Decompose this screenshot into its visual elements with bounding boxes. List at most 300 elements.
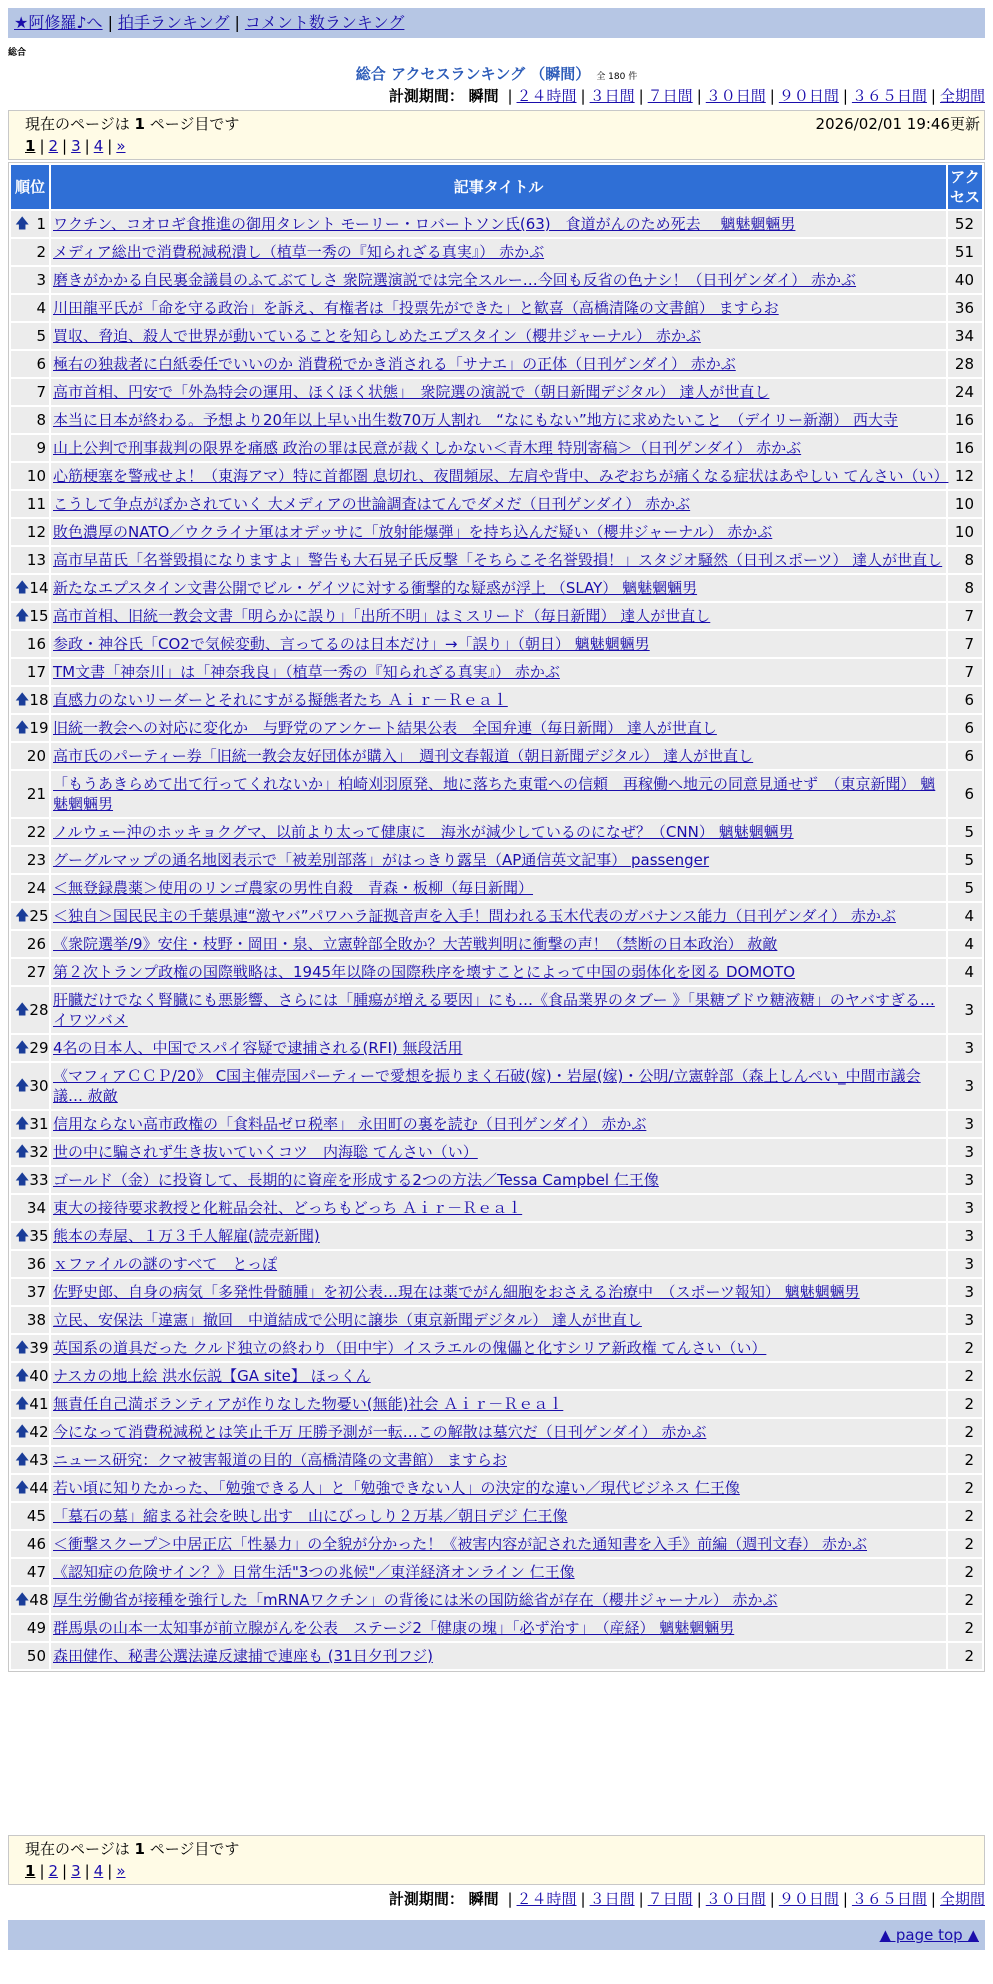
rank-number: 16 [26, 635, 46, 653]
rank-number: 9 [36, 439, 46, 457]
rank-number: 33 [29, 1171, 49, 1189]
rank-number: 42 [29, 1423, 49, 1441]
pager-status [25, 113, 980, 135]
access-count: 3 [948, 1223, 982, 1249]
table-row [11, 1035, 982, 1061]
article-link[interactable]: 世の中に騙されず生き抜いていくコツ 内海聡 てんさい（い） [53, 1143, 478, 1161]
rank-cell [11, 1139, 49, 1165]
page-link-2[interactable]: 2 [48, 137, 59, 155]
rank-up-arrow-icon: 🡅 [15, 692, 30, 708]
period-selector-bottom [389, 1889, 985, 1909]
access-count: 40 [948, 267, 982, 293]
page-separator: | [107, 137, 113, 155]
title-cell [51, 1447, 946, 1473]
page-separator: | [84, 137, 90, 155]
article-link[interactable]: ＜無登録農薬＞使用のリンゴ農家の男性自殺 青森・板柳（毎日新聞） [53, 879, 534, 897]
rank-number: 50 [26, 1647, 46, 1665]
rank-number: 12 [26, 523, 46, 541]
page-link-4[interactable]: 4 [93, 137, 104, 155]
article-link[interactable]: 《マフィアＣＣＰ/20》 C国主催売国パーティーで愛想を振りまく石破(嫁)・岩屋(嫁)・公明/立憲幹部（森上しんぺい_中間市議会議… 赦敵 [53, 1067, 921, 1105]
rank-cell [11, 267, 49, 293]
table-row [11, 603, 982, 629]
rank-number: 28 [29, 1001, 49, 1019]
article-link[interactable]: 心筋梗塞を警戒せよ！（東海アマ）特に首都圏 息切れ、夜間頻尿、左肩や背中、みぞおちが痛くなる症状はあやしい てんさい（い） [53, 467, 949, 485]
clap-ranking-link[interactable]: 拍手ランキング [117, 13, 230, 32]
period-selector-top [389, 86, 985, 106]
access-count: 24 [948, 379, 982, 405]
table-row [11, 1531, 982, 1557]
title-cell [51, 519, 946, 545]
table-row [11, 1419, 982, 1445]
rank-cell [11, 1035, 49, 1061]
rank-number: 2 [36, 243, 46, 261]
rank-cell [11, 295, 49, 321]
rank-number: 10 [26, 467, 46, 485]
rank-cell [11, 931, 49, 957]
title-cell [51, 743, 946, 769]
table-row [11, 771, 982, 817]
access-count: 8 [948, 575, 982, 601]
article-link[interactable]: 肝臓だけでなく腎臓にも悪影響、さらには「腫瘍が増える要因」にも…《食品業界のタブー 》「果糖ブドウ糖液糖」のヤバすぎる… イワツバメ [53, 991, 935, 1029]
rank-number: 32 [29, 1143, 49, 1161]
access-count: 2 [948, 1447, 982, 1473]
article-link[interactable]: 立民、安保法「違憲」撤回 中道結成で公明に譲歩（東京新聞デジタル） 達人が世直し [53, 1311, 642, 1329]
rank-up-arrow-icon: 🡅 [15, 1592, 30, 1608]
page-title: 総合 アクセスランキング （瞬間） [355, 65, 591, 83]
period-link-2[interactable]: ７日間 [647, 87, 693, 105]
article-link[interactable]: 信用ならない高市政権の「食料品ゼロ税率」 永田町の裏を読む（日刊ゲンダイ） 赤かぶ [53, 1115, 647, 1133]
rank-number: 11 [26, 495, 46, 513]
table-row [11, 1447, 982, 1473]
access-count: 2 [948, 1475, 982, 1501]
access-count: 28 [948, 351, 982, 377]
article-link[interactable]: ノルウェー沖のホッキョクグマ、以前より太って健康に 海氷が減少しているのになぜ？（CNN） 魑魅魍魎男 [53, 823, 794, 841]
period-link-2[interactable]: ７日間 [647, 1890, 693, 1908]
article-link[interactable]: 買収、脅迫、殺人で世界が動いていることを知らしめたエプスタイン（櫻井ジャーナル） 赤かぶ [53, 327, 701, 345]
period-link-1[interactable]: ３日間 [589, 1890, 635, 1908]
article-link[interactable]: 山上公判で刑事裁判の限界を痛感 政治の罪は民意が裁くしかない＜青木理 特別寄稿＞（日刊ゲンダイ） 赤かぶ [53, 439, 802, 457]
article-link[interactable]: 群馬県の山本一太知事が前立腺がんを公表 ステージ2「健康の塊」「必ず治す」 （産経） 魑魅魍魎男 [53, 1619, 735, 1637]
table-row [11, 715, 982, 741]
table-row [11, 519, 982, 545]
rank-number: 23 [26, 851, 46, 869]
rank-up-arrow-icon: 🡅 [15, 1228, 30, 1244]
article-link[interactable]: 《衆院選挙/9》安住・枝野・岡田・泉、立憲幹部全敗か？大苦戦判明に衝撃の声！（禁断の日本政治） 赦敵 [53, 935, 778, 953]
rank-up-arrow-icon: 🡅 [15, 908, 30, 924]
table-row [11, 295, 982, 321]
title-cell [51, 1391, 946, 1417]
rank-number: 30 [29, 1077, 49, 1095]
article-link[interactable]: 厚生労働省が接種を強行した「mRNAワクチン」の背後には米の国防総省が存在（櫻井ジャーナル） 赤かぶ [53, 1591, 778, 1609]
article-link[interactable]: 森田健作、秘書公選法違反逮捕で連座も (31日夕刊フジ) [53, 1647, 433, 1665]
pager-suffix: ページ目です [149, 1840, 240, 1858]
rank-number: 24 [26, 879, 46, 897]
pager-status [25, 1838, 968, 1860]
rank-cell [11, 1279, 49, 1305]
page-separator: | [84, 1862, 90, 1880]
title-cell [51, 1035, 946, 1061]
page-current: 1 [25, 1862, 36, 1880]
article-link[interactable]: ワクチン、コオロギ食推進の御用タレント モーリー・ロバートソン氏(63) 食道がんのため死去 魑魅魍魎男 [53, 215, 796, 233]
access-count: 2 [948, 1643, 982, 1669]
table-row [11, 351, 982, 377]
table-row [11, 1363, 982, 1389]
article-link[interactable]: 英国系の道具だった クルド独立の終わり（田中宇）イスラエルの傀儡と化すシリア新政権 てんさい（い） [53, 1339, 767, 1357]
title-cell [51, 659, 946, 685]
rank-cell [11, 575, 49, 601]
rank-number: 46 [26, 1535, 46, 1553]
table-row [11, 435, 982, 461]
table-row [11, 659, 982, 685]
article-link[interactable]: 無責任自己満ボランティアが作りなした物憂い(無能)社会 Ａｉｒ－Ｒｅａｌ [53, 1395, 564, 1413]
table-row [11, 491, 982, 517]
table-row [11, 575, 982, 601]
rank-number: 22 [26, 823, 46, 841]
period-current: 瞬間 [468, 1890, 499, 1908]
rank-up-arrow-icon: 🡅 [15, 1116, 30, 1132]
access-count: 3 [948, 1167, 982, 1193]
title-cell [51, 875, 946, 901]
page-links [25, 135, 968, 157]
rank-cell [11, 819, 49, 845]
table-row [11, 1615, 982, 1641]
period-separator: | [930, 87, 936, 105]
table-row [11, 847, 982, 873]
article-link[interactable]: 高市首相、旧統一教会文書「明らかに誤り」「出所不明」はミスリード（毎日新聞） 達人が世直し [53, 607, 711, 625]
rank-cell [11, 987, 49, 1033]
rank-up-arrow-icon: 🡅 [15, 1340, 30, 1356]
article-link[interactable]: 若い頃に知りたかった、「勉強できる人」と「勉強できない人」の決定的な違い／現代ビジネス 仁王像 [53, 1479, 740, 1497]
title-cell [51, 1419, 946, 1445]
title-cell [51, 1111, 946, 1137]
ranking-heading [0, 63, 993, 84]
article-link[interactable]: メディア総出で消費税減税潰し（植草一秀の『知られざる真実』） 赤かぶ [53, 243, 545, 261]
page-top-link[interactable]: ▲ page top ▲ [879, 1926, 979, 1944]
access-count: 12 [948, 463, 982, 489]
access-count: 6 [948, 743, 982, 769]
title-cell [51, 1139, 946, 1165]
article-link[interactable]: こうして争点がぼかされていく 大メディアの世論調査はてんでダメだ（日刊ゲンダイ） 赤かぶ [53, 495, 691, 513]
access-count: 36 [948, 295, 982, 321]
period-link-3[interactable]: ３０日間 [705, 1890, 766, 1908]
period-separator: | [696, 1890, 702, 1908]
rank-number: 36 [26, 1255, 46, 1273]
table-row [11, 1063, 982, 1109]
table-row [11, 323, 982, 349]
rank-cell [11, 379, 49, 405]
article-link[interactable]: 直感力のないリーダーとそれにすがる擬態者たち Ａｉｒ－Ｒｅａｌ [53, 691, 508, 709]
article-link[interactable]: 熊本の寿屋、１万３千人解雇(読売新聞) [53, 1227, 320, 1245]
period-link-5[interactable]: ３６５日間 [851, 1890, 927, 1908]
rank-number: 13 [26, 551, 46, 569]
rank-up-arrow-icon: 🡅 [15, 1452, 30, 1468]
rank-cell [11, 323, 49, 349]
article-link[interactable]: 磨きがかかる自民裏金議員のふてぶてしさ 衆院選演説では完全スルー…今回も反省の色ナシ！（日刊ゲンダイ） 赤かぶ [53, 271, 857, 289]
period-separator: | [580, 1890, 586, 1908]
rank-number: 18 [29, 691, 49, 709]
table-row [11, 407, 982, 433]
article-link[interactable]: ｘファイルの謎のすべて とっぽ [53, 1255, 278, 1273]
period-link-6[interactable]: 全期間 [939, 87, 985, 105]
period-link-3[interactable]: ３０日間 [705, 87, 766, 105]
access-count: 2 [948, 1363, 982, 1389]
article-link[interactable]: 本当に日本が終わる。予想より20年以上早い出生数70万人割れ “なにもない”地方に求めたいこと （デイリー新潮） 西大寺 [53, 411, 898, 429]
page-link-3[interactable]: 3 [71, 1862, 81, 1880]
article-link[interactable]: 「もうあきらめて出て行ってくれないか」柏崎刈羽原発、地に落ちた東電への信頼 再稼働へ地元の同意見通せず （東京新聞） 魑魅魍魎男 [53, 775, 936, 813]
title-cell [51, 1307, 946, 1333]
pager-page-number: 1 [134, 1840, 145, 1858]
article-link[interactable]: 新たなエプスタイン文書公開でビル・ゲイツに対する衝撃的な疑惑が浮上 （SLAY） 魑魅魍魎男 [53, 579, 698, 597]
rank-up-arrow-icon: 🡅 [15, 1040, 30, 1056]
table-row [11, 987, 982, 1033]
ranking-rows [11, 211, 982, 1669]
rank-up-arrow-icon: 🡅 [15, 1002, 30, 1018]
page-next-link[interactable]: » [116, 137, 126, 155]
rank-cell [11, 1559, 49, 1585]
article-link[interactable]: 今になって消費税減税とは笑止千万 圧勝予測が一転…この解散は墓穴だ（日刊ゲンダイ） 赤かぶ [53, 1423, 707, 1441]
rank-number: 43 [29, 1451, 49, 1469]
page-link-3[interactable]: 3 [71, 137, 81, 155]
table-header-row [11, 165, 982, 209]
rank-number: 27 [26, 963, 46, 981]
rank-number: 5 [36, 327, 46, 345]
period-link-5[interactable]: ３６５日間 [851, 87, 927, 105]
rank-cell [11, 1587, 49, 1613]
title-cell [51, 1279, 946, 1305]
page-next-link[interactable]: » [116, 1862, 126, 1880]
article-link[interactable]: TM文書「神奈川」は「神奈我良」（植草一秀の『知られざる真実』） 赤かぶ [53, 663, 560, 681]
pager-prefix: 現在のページは [25, 1840, 130, 1858]
access-count: 5 [948, 819, 982, 845]
article-link[interactable]: 「墓石の墓」縮まる社会を映し出す 山にびっしり２万基／朝日デジ 仁王像 [53, 1507, 568, 1525]
rank-cell [11, 547, 49, 573]
rank-cell [11, 1615, 49, 1641]
access-count: 2 [948, 1587, 982, 1613]
table-row [11, 463, 982, 489]
rank-cell [11, 903, 49, 929]
table-row [11, 1167, 982, 1193]
rank-number: 1 [36, 215, 46, 233]
title-cell [51, 1643, 946, 1669]
access-count: 4 [948, 931, 982, 957]
access-count: 3 [948, 1251, 982, 1277]
title-cell [51, 323, 946, 349]
access-count: 51 [948, 239, 982, 265]
table-row [11, 1503, 982, 1529]
article-link[interactable]: 高市早苗氏「名誉毀損になりますよ」警告も大石晃子氏反撃「そちらこそ名誉毀損！」スタジオ騒然（日刊スポーツ） 達人が世直し [53, 551, 943, 569]
page-links [25, 1860, 968, 1882]
article-link[interactable]: 川田龍平氏が「命を守る政治」を訴え、有権者は「投票先ができた」と歓喜（高橋清隆の文書館） ますらお [53, 299, 779, 317]
access-count: 16 [948, 435, 982, 461]
rank-number: 48 [29, 1591, 49, 1609]
article-link[interactable]: 《認知症の危険サイン？》日常生活"3つの兆候"／東洋経済オンライン 仁王像 [53, 1563, 575, 1581]
period-separator: | [769, 1890, 775, 1908]
period-link-1[interactable]: ３日間 [589, 87, 635, 105]
article-link[interactable]: ナスカの地上絵 洪水伝説【GA site】 ほっくん [53, 1367, 371, 1385]
rank-number: 19 [29, 719, 49, 737]
nav-separator: | [234, 13, 240, 32]
period-separator: | [769, 87, 775, 105]
rank-number: 31 [29, 1115, 49, 1133]
article-link[interactable]: ニュース研究：クマ被害報道の目的（高橋清隆の文書館） ますらお [53, 1451, 508, 1469]
title-cell [51, 379, 946, 405]
table-row [11, 1643, 982, 1669]
period-links [503, 1890, 985, 1908]
access-count: 5 [948, 875, 982, 901]
title-cell [51, 715, 946, 741]
period-label: 計測期間： [388, 1890, 464, 1908]
article-link[interactable]: ゴールド（金）に投資して、長期的に資産を形成する2つの方法／Tessa Campbel 仁王像 [53, 1171, 659, 1189]
rank-number: 39 [29, 1339, 49, 1357]
period-link-6[interactable]: 全期間 [939, 1890, 985, 1908]
access-count: 4 [948, 959, 982, 985]
period-link-0[interactable]: ２４時間 [516, 1890, 577, 1908]
title-cell [51, 903, 946, 929]
rank-number: 7 [36, 383, 46, 401]
article-link[interactable]: ＜独自＞国民民主の千葉県連“激ヤバ”パワハラ証拠音声を入手！問われる玉木代表のガバナンス能力（日刊ゲンダイ） 赤かぶ [53, 907, 896, 925]
rank-cell [11, 1391, 49, 1417]
title-cell [51, 239, 946, 265]
period-link-0[interactable]: ２４時間 [516, 87, 577, 105]
access-count: 8 [948, 547, 982, 573]
period-link-4[interactable]: ９０日間 [778, 87, 839, 105]
rank-up-arrow-icon: 🡅 [15, 1368, 30, 1384]
rank-number: 35 [29, 1227, 49, 1245]
rank-cell [11, 239, 49, 265]
rank-number: 4 [36, 299, 46, 317]
rank-cell [11, 435, 49, 461]
rank-number: 37 [26, 1283, 46, 1301]
comment-ranking-link[interactable]: コメント数ランキング [244, 13, 405, 32]
article-link[interactable]: グーグルマップの通名地図表示で「被差別部落」がはっきり露呈（AP通信英文記事） passenger [53, 851, 710, 869]
article-link[interactable]: 佐野史郎、自身の病気「多発性骨髄腫」を初公表…現在は薬でがん細胞をおさえる治療中 （スポーツ報知） 魑魅魍魎男 [53, 1283, 860, 1301]
table-row [11, 1307, 982, 1333]
title-cell [51, 603, 946, 629]
rank-cell [11, 1223, 49, 1249]
rank-cell [11, 847, 49, 873]
pager-page-number: 1 [134, 115, 145, 133]
rank-number: 34 [26, 1199, 46, 1217]
rank-cell [11, 1531, 49, 1557]
table-row [11, 959, 982, 985]
table-row [11, 903, 982, 929]
title-cell [51, 575, 946, 601]
ranking-table [8, 162, 985, 1672]
title-cell [51, 463, 949, 489]
article-link[interactable]: 参政・神谷氏「CO2で気候変動、言ってるのは日本だけ」→「誤り」（朝日） 魑魅魍魎男 [53, 635, 650, 653]
article-link[interactable]: 東大の接待要求教授と化粧品会社、どっちもどっち Ａｉｒ－Ｒｅａｌ [53, 1199, 523, 1217]
article-link[interactable]: 高市氏のパーティー券「旧統一教会友好団体が購入」 週刊文春報道（朝日新聞デジタル） 達人が世直し [53, 747, 754, 765]
home-link[interactable]: ★阿修羅♪へ [14, 13, 103, 32]
rank-number: 25 [29, 907, 49, 925]
rank-cell [11, 1251, 49, 1277]
rank-cell [11, 519, 49, 545]
table-row [11, 1587, 982, 1613]
period-separator: | [638, 1890, 644, 1908]
rank-up-arrow-icon: 🡅 [15, 720, 30, 736]
rank-cell [11, 875, 49, 901]
title-cell [51, 687, 946, 713]
page-current: 1 [25, 137, 36, 155]
rank-up-arrow-icon: 🡅 [15, 1144, 30, 1160]
table-row [11, 1139, 982, 1165]
title-cell [51, 491, 946, 517]
period-link-4[interactable]: ９０日間 [778, 1890, 839, 1908]
title-cell [51, 1587, 946, 1613]
article-link[interactable]: 敗色濃厚のNATO／ウクライナ軍はオデッサに「放射能爆弾」を持ち込んだ疑い（櫻井ジャーナル） 赤かぶ [53, 523, 773, 541]
title-cell [51, 1335, 946, 1361]
rank-number: 8 [36, 411, 46, 429]
rank-cell [11, 1167, 49, 1193]
title-cell [51, 211, 946, 237]
rank-number: 29 [29, 1039, 49, 1057]
rank-number: 6 [36, 355, 46, 373]
article-link[interactable]: 極右の独裁者に白紙委任でいいのか 消費税でかき消される「サナエ」の正体（日刊ゲンダイ） 赤かぶ [53, 355, 736, 373]
rank-up-arrow-icon: 🡅 [15, 216, 30, 232]
rank-cell [11, 715, 49, 741]
table-row [11, 1223, 982, 1249]
title-cell [51, 987, 946, 1033]
title-cell [51, 631, 946, 657]
rank-cell [11, 771, 49, 817]
access-count: 3 [948, 1307, 982, 1333]
rank-number: 14 [29, 579, 49, 597]
page-link-2[interactable]: 2 [48, 1862, 59, 1880]
table-row [11, 547, 982, 573]
table-row [11, 1279, 982, 1305]
total-count: 全 180 件 [596, 72, 638, 82]
table-row [11, 1391, 982, 1417]
rank-cell [11, 631, 49, 657]
page-link-4[interactable]: 4 [93, 1862, 104, 1880]
table-row [11, 1195, 982, 1221]
rank-number: 15 [29, 607, 49, 625]
rank-cell [11, 1363, 49, 1389]
article-link[interactable]: ＜衝撃スクープ＞中居正広「性暴力」の全貌が分かった！《被害内容が記された通知書を入手》前編（週刊文春） 赤かぶ [53, 1535, 868, 1553]
article-link[interactable]: 高市首相、円安で「外為特会の運用、ほくほく状態」 衆院選の演説で（朝日新聞デジタル） 達人が世直し [53, 383, 770, 401]
table-row [11, 743, 982, 769]
rank-cell [11, 463, 49, 489]
page-separator: | [107, 1862, 113, 1880]
rank-cell [11, 1063, 49, 1109]
table-row [11, 379, 982, 405]
period-links [503, 87, 985, 105]
page-separator: | [39, 137, 45, 155]
title-cell [51, 1063, 946, 1109]
title-cell [51, 1167, 946, 1193]
article-link[interactable]: 旧統一教会への対応に変化か 与野党のアンケート結果公表 全国弁連（毎日新聞） 達人が世直し [53, 719, 717, 737]
rank-number: 40 [29, 1367, 49, 1385]
pager-bottom [8, 1835, 985, 1885]
title-cell [51, 1195, 946, 1221]
rank-number: 38 [26, 1311, 46, 1329]
top-nav [8, 8, 985, 38]
title-cell [51, 1223, 946, 1249]
rank-cell [11, 1335, 49, 1361]
table-row [11, 1251, 982, 1277]
period-separator: | [696, 87, 702, 105]
article-link[interactable]: 4名の日本人、中国でスパイ容疑で逮捕される(RFI) 無段活用 [53, 1039, 463, 1057]
rank-up-arrow-icon: 🡅 [15, 1480, 30, 1496]
article-link[interactable]: 第２次トランプ政権の国際戦略は、1945年以降の国際秩序を壊すことによって中国の弱体化を図る DOMOTO [53, 963, 796, 981]
access-count: 6 [948, 771, 982, 817]
rank-cell [11, 1307, 49, 1333]
rank-cell [11, 407, 49, 433]
title-cell [51, 931, 946, 957]
rank-cell [11, 211, 49, 237]
rank-cell [11, 743, 49, 769]
rank-number: 45 [26, 1507, 46, 1525]
